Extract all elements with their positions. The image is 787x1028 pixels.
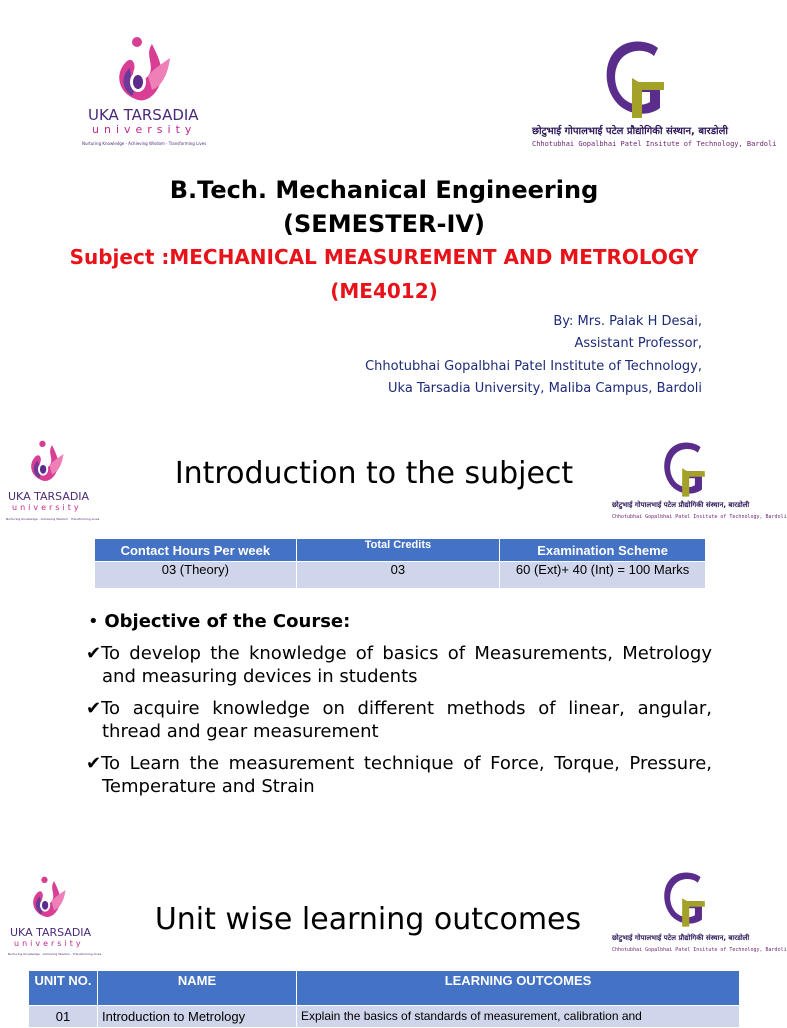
header-exam-scheme: Examination Scheme [500, 539, 706, 562]
header-learning-outcomes: LEARNING OUTCOMES [297, 971, 740, 1006]
bullet-icon: • [88, 611, 99, 632]
header-total-credits: Total Credits [296, 539, 499, 562]
table-header-row [29, 971, 740, 1006]
cell-unit-outcome: Explain the basics of standards of measurement, calibration and [297, 1006, 740, 1028]
list-item [86, 697, 712, 743]
checkmark-icon: ✔ [86, 643, 102, 664]
author-institute: Chhotubhai Gopalbhai Patel Institute of Technology, [365, 359, 702, 374]
slide-heading: Unit wise learning outcomes [154, 902, 582, 937]
table-header-row [95, 539, 706, 562]
uka-logo-tagline: Nurturing Knowledge · Achieving Wisdom · Transforming Lives [6, 517, 100, 521]
objective-title: Objective of the Course: [104, 611, 351, 632]
checkmark-icon: ✔ [86, 698, 102, 719]
header-name: NAME [98, 971, 297, 1006]
list-item [86, 642, 712, 688]
objective-text: To Learn the measurement technique of Force, Torque, Pressure, Temperature and Strain [101, 753, 712, 797]
header-unit-no: UNIT NO. [29, 971, 98, 1006]
outcomes-slide [0, 850, 787, 1024]
author-designation: Assistant Professor, [574, 336, 702, 351]
uka-logo-sub: university [92, 123, 197, 136]
uka-logo-sub: university [14, 939, 84, 948]
course-objectives [88, 610, 712, 798]
objective-text: To develop the knowledge of basics of Measurements, Metrology and measuring devices in students [101, 643, 712, 687]
objective-heading [88, 610, 712, 633]
subject-code: (ME4012) [330, 279, 438, 303]
uka-logo-name: UKA TARSADIA [10, 926, 92, 939]
title-slide [0, 0, 777, 410]
objective-text: To acquire knowledge on different methods of linear, angular, thread and gear measurement [101, 698, 712, 742]
cgpit-logo-english: Chhotubhai Gopalbhai Patel Insitute of Technology, Bardoli [612, 947, 787, 953]
uka-logo-tagline: Nurturing Knowledge · Achieving Wisdom · Transforming Lives [8, 952, 102, 956]
cell-contact-hours: 03 (Theory) [95, 562, 297, 589]
table-row [29, 1006, 740, 1028]
uka-logo-sub: university [12, 503, 82, 512]
uka-tarsadia-logo-icon [108, 34, 174, 104]
cell-unit-no: 01 [29, 1006, 98, 1028]
table-row [95, 562, 706, 589]
cgpit-logo-english: Chhotubhai Gopalbhai Patel Insitute of Technology, Bardoli [532, 140, 777, 148]
cgpit-logo-hindi: छोटुभाई गोपालभाई पटेल प्रौद्योगिकी संस्थान, बारडोली [612, 501, 750, 509]
checkmark-icon: ✔ [86, 753, 102, 774]
author-university: Uka Tarsadia University, Maliba Campus, Bardoli [388, 381, 702, 396]
cell-unit-name: Introduction to Metrology [98, 1006, 297, 1028]
intro-slide [0, 420, 787, 840]
course-info-table [94, 538, 706, 589]
slide-heading: Introduction to the subject [174, 456, 574, 491]
course-title: B.Tech. Mechanical Engineering [169, 176, 599, 204]
semester-title: (SEMESTER-IV) [283, 210, 485, 238]
cell-total-credits: 03 [296, 562, 499, 589]
subject-title: Subject :MECHANICAL MEASUREMENT AND METROLOGY [69, 245, 699, 269]
cgpit-logo-hindi: छोटुभाई गोपालभाई पटेल प्रौद्योगिकी संस्थान, बारडोली [612, 934, 750, 942]
cgpit-logo-icon [598, 38, 674, 120]
cgpit-logo-english: Chhotubhai Gopalbhai Patel Insitute of Technology, Bardoli [612, 514, 787, 520]
uka-logo-tagline: Nurturing Knowledge · Achieving Wisdom · Transforming Lives [82, 141, 207, 146]
author-name: By: Mrs. Palak H Desai, [553, 314, 702, 329]
list-item [86, 752, 712, 798]
unit-outcomes-table [28, 970, 740, 1028]
cgpit-logo-hindi: छोटुभाई गोपालभाई पटेल प्रौद्योगिकी संस्थान, बारडोली [532, 126, 729, 137]
header-contact-hours: Contact Hours Per week [95, 539, 297, 562]
cell-exam-scheme: 60 (Ext)+ 40 (Int) = 100 Marks [500, 562, 706, 589]
uka-logo-name: UKA TARSADIA [8, 490, 90, 503]
uka-logo-name: UKA TARSADIA [88, 106, 199, 124]
